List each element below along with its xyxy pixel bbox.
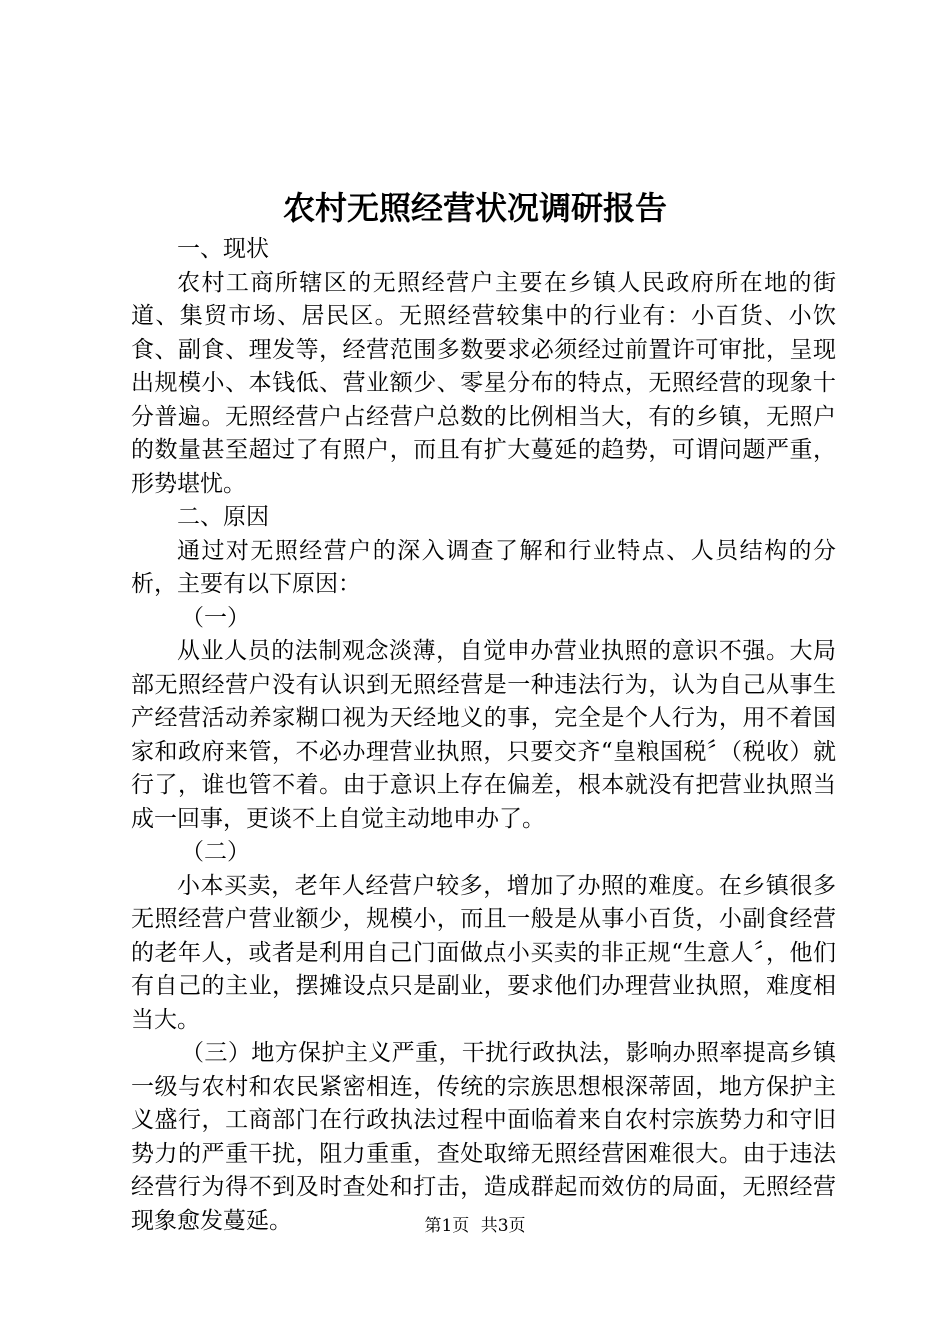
document-body bbox=[131, 233, 836, 1238]
subheading-two: （二） bbox=[181, 839, 250, 865]
paragraph-cause-one: 从业人员的法制观念淡薄，自觉申办营业执照的意识不强。大局部无照经营户没有认识到无照经营是一种违法行为，认为自己从事生产经营活动养家糊口视为天经地义的事，完全是个人行为，用不着国家和政府来管，不必办理营业执照，只要交齐“皇粮国税〞（税收）就行了，谁也管不着。由于意识上存在偏差，根本就没有把营业执照当成一回事，更谈不上自觉主动地申办了。 bbox=[131, 638, 836, 832]
page-number: 第1页 bbox=[424, 1216, 470, 1236]
paragraph-causes-intro: 通过对无照经营户的深入调查了解和行业特点、人员结构的分析，主要有以下原因： bbox=[131, 537, 836, 597]
paragraph-status: 农村工商所辖区的无照经营户主要在乡镇人民政府所在地的街道、集贸市场、居民区。无照经营较集中的行业有：小百货、小饮食、副食、理发等，经营范围多数要求必须经过前置许可审批，呈现出规模小、本钱低、营业额少、零星分布的特点，无照经营的现象十分普遍。无照经营户占经营户总数的比例相当大，有的乡镇，无照户的数量甚至超过了有照户，而且有扩大蔓延的趋势，可谓问题严重，形势堪忧。 bbox=[131, 269, 836, 497]
document-title: 农村无照经营状况调研报告 bbox=[282, 189, 667, 227]
page-total: 共3页 bbox=[480, 1216, 526, 1236]
section-heading-status: 一、现状 bbox=[177, 236, 269, 262]
paragraph-cause-three: （三）地方保护主义严重，干扰行政执法，影响办照率提高乡镇一级与农村和农民紧密相连，传统的宗族思想根深蒂固，地方保护主义盛行，工商部门在行政执法过程中面临着来自农村宗族势力和守旧势力的严重干扰，阻力重重，查处取缔无照经营困难很大。由于违法经营行为得不到及时查处和打击，造成群起而效仿的局面，无照经营现象愈发蔓延。 bbox=[131, 1040, 836, 1234]
subheading-one: （一） bbox=[181, 604, 250, 631]
section-heading-causes: 二、原因 bbox=[177, 504, 269, 530]
paragraph-cause-two: 小本买卖，老年人经营户较多，增加了办照的难度。在乡镇很多无照经营户营业额少，规模小，而且一般是从事小百货，小副食经营的老年人，或者是利用自己门面做点小买卖的非正规“生意人〞，他们有自己的主业，摆摊设点只是副业，要求他们办理营业执照，难度相当大。 bbox=[131, 872, 836, 1033]
page-footer bbox=[0, 1214, 950, 1238]
